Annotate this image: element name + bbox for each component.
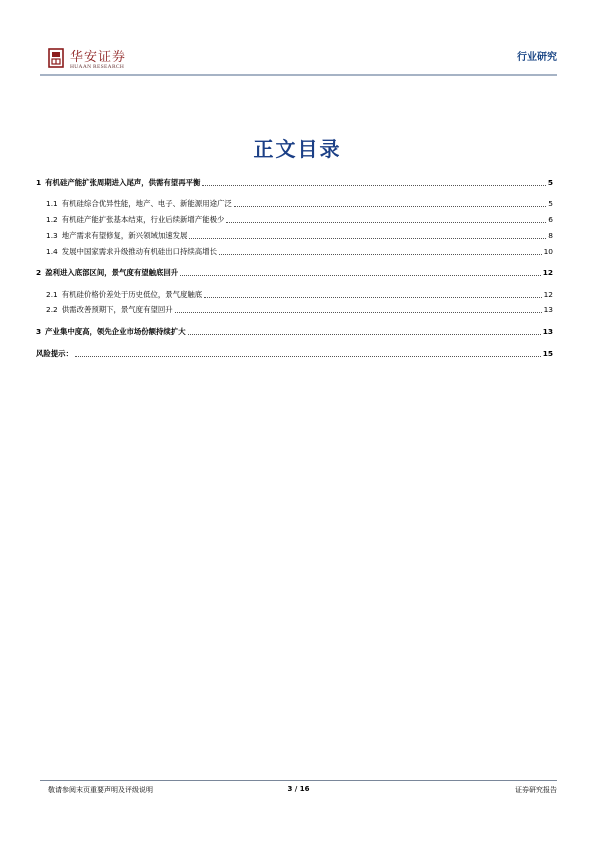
toc-entry-1[interactable] — [36, 178, 553, 188]
header-divider — [40, 74, 557, 76]
report-category: 行业研究 — [517, 52, 557, 63]
toc-entry-number: 1 — [36, 178, 42, 187]
toc-leader-dots — [189, 237, 546, 239]
toc-leader-dots — [202, 184, 545, 186]
toc-entry-page: 15 — [542, 349, 553, 358]
toc-entry-text: 盈利进入底部区间，景气度有望触底回升 — [45, 268, 179, 277]
toc-entry-page: 13 — [543, 305, 553, 314]
toc-entry-number: 2.1 — [46, 290, 58, 299]
toc-entry-text: 产业集中度高，领先企业市场份额持续扩大 — [45, 327, 186, 336]
toc-entry-page: 12 — [543, 290, 553, 299]
toc-entry-page: 12 — [542, 268, 553, 277]
logo-seal-icon — [48, 48, 64, 68]
toc-leader-dots — [234, 205, 547, 207]
toc-entry-number: 1.1 — [46, 199, 58, 208]
logo-english-text: HUAAN RESEARCH — [70, 64, 125, 70]
toc-entry-text: 供需改善预期下，景气度有望回升 — [61, 305, 173, 314]
toc-entry-3[interactable] — [36, 327, 553, 337]
company-logo — [40, 44, 180, 74]
page-footer — [40, 785, 557, 799]
toc-entry-1-2[interactable] — [46, 215, 553, 225]
page-number: 3 / 16 — [287, 785, 310, 793]
footer-report-type: 证券研究报告 — [515, 786, 557, 794]
toc-entry-text: 发展中国家需求升级推动有机硅出口持续高增长 — [61, 247, 217, 256]
page-header — [40, 44, 557, 74]
toc-entry-page: 10 — [543, 247, 553, 256]
toc-leader-dots — [226, 221, 546, 223]
toc-entry-2[interactable] — [36, 268, 553, 278]
toc-entry-text: 地产需求有望修复，新兴领域加速发展 — [61, 231, 188, 240]
toc-entry-number: 2.2 — [46, 305, 58, 314]
toc-entry-number: 1.4 — [46, 247, 58, 256]
toc-entry-page: 5 — [547, 178, 553, 187]
toc-entry-page: 13 — [542, 327, 553, 336]
toc-leader-dots — [204, 296, 541, 298]
toc-entry-text: 有机硅产能扩张基本结束，行业后续新增产能极少 — [61, 215, 225, 224]
toc-entry-page: 6 — [548, 215, 553, 224]
toc-entry-number: 1.3 — [46, 231, 58, 240]
footer-divider — [40, 780, 557, 781]
toc-entry-risk[interactable] — [36, 349, 553, 359]
toc-leader-dots — [188, 333, 541, 335]
toc-entry-page: 8 — [548, 231, 553, 240]
footer-disclaimer: 敬请参阅末页重要声明及评级说明 — [48, 786, 153, 794]
toc-leader-dots — [180, 274, 541, 276]
toc-entry-page: 5 — [548, 199, 553, 208]
toc-leader-dots — [175, 311, 542, 313]
toc-entry-number: 3 — [36, 327, 42, 336]
toc-entry-1-1[interactable] — [46, 199, 553, 209]
toc-title: 正文目录 — [253, 137, 342, 161]
logo-chinese-text: 华安证券 — [70, 50, 127, 65]
toc-entry-text: 有机硅价格价差处于历史低位，景气度触底 — [61, 290, 203, 299]
toc-leader-dots — [219, 253, 542, 255]
toc-entry-text: 风险提示： — [36, 349, 73, 358]
toc-entry-text: 有机硅综合优异性能，地产、电子、新能源用途广泛 — [61, 199, 232, 208]
toc-entry-number: 2 — [36, 268, 42, 277]
toc-entry-number: 1.2 — [46, 215, 58, 224]
toc-leader-dots — [75, 355, 541, 357]
toc-entry-2-1[interactable] — [46, 290, 553, 300]
toc-entry-1-4[interactable] — [46, 247, 553, 257]
toc-entry-2-2[interactable] — [46, 305, 553, 315]
toc-entry-text: 有机硅产能扩张周期进入尾声，供需有望再平衡 — [45, 178, 201, 187]
toc-entry-1-3[interactable] — [46, 231, 553, 241]
